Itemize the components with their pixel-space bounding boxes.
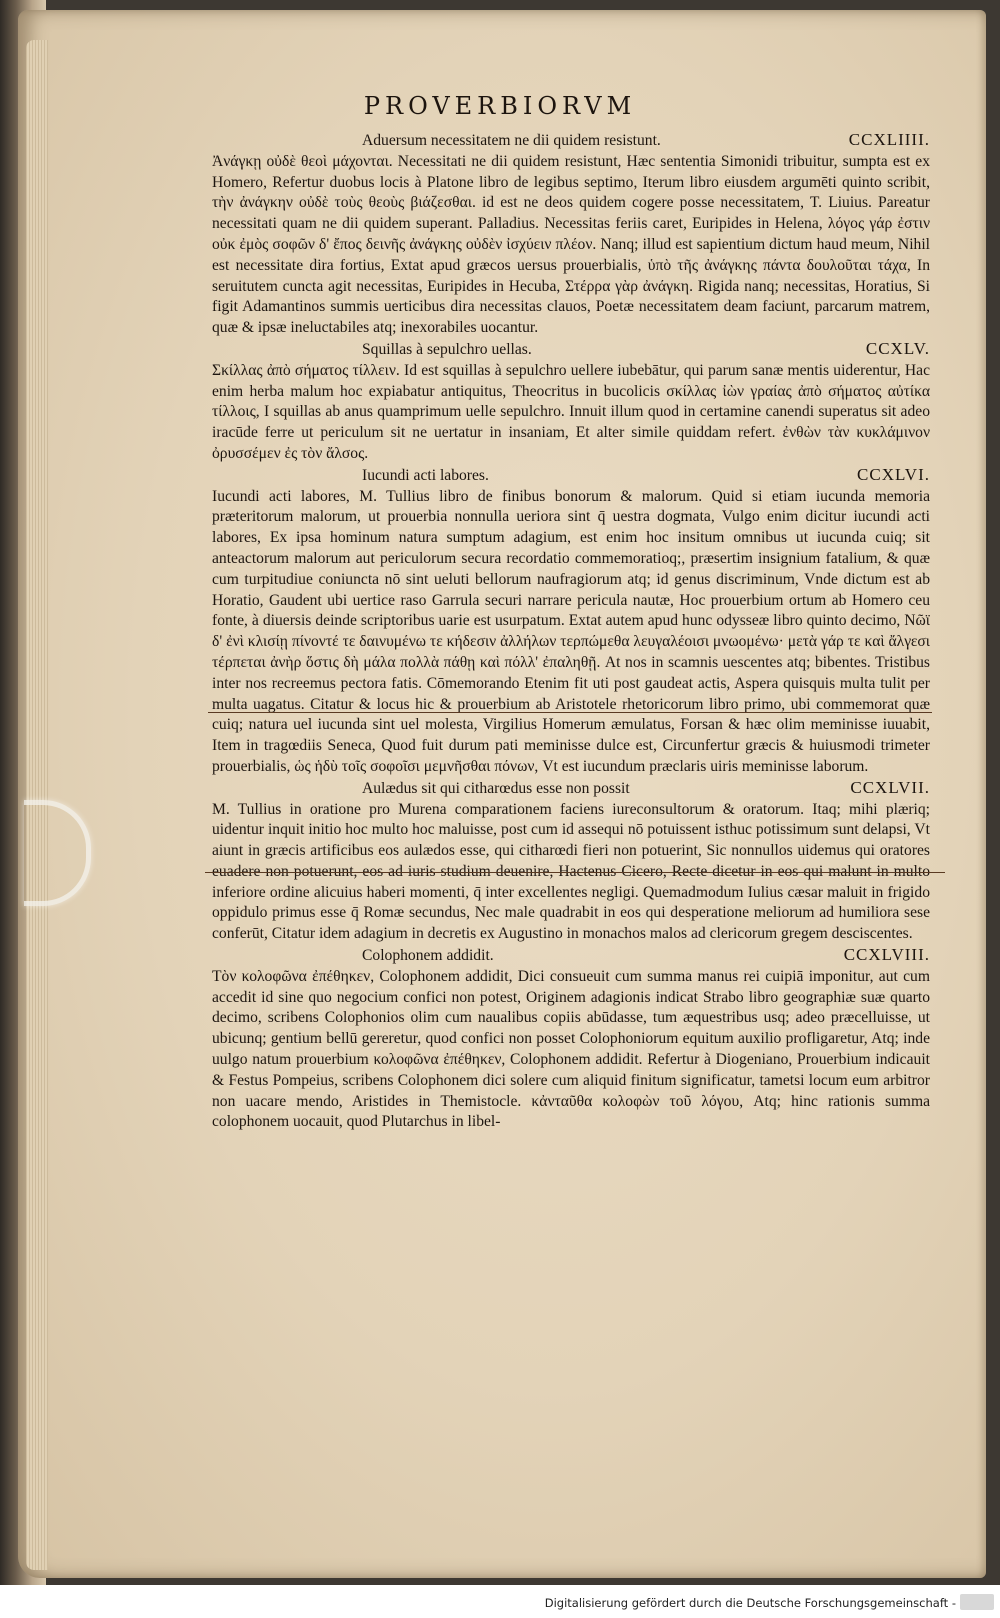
entry-title: Aulædus sit qui citharœdus esse non possit [362, 779, 630, 797]
footer-credit: Digitalisierung gefördert durch die Deutsche Forschungsgemeinschaft - [544, 1596, 956, 1610]
entry-heading [212, 339, 930, 361]
entry-title: Squillas à sepulchro uellas. [362, 340, 532, 358]
entry-title: Iucundi acti labores. [362, 466, 489, 484]
entry-title: Aduersum necessitatem ne dii quidem resistunt. [362, 132, 661, 149]
entry-heading [212, 778, 930, 800]
entry-heading [212, 945, 930, 967]
page-text-block [212, 130, 930, 1133]
footer-bar [0, 1590, 1000, 1618]
entry-heading [212, 130, 930, 152]
page-clip [24, 800, 91, 906]
entry-adage-246 [212, 465, 930, 778]
ink-underline-mark [205, 872, 945, 873]
entry-body: Ἀνάγκῃ οὐδὲ θεοὶ μάχονται. Necessitati ne dii quidem resistunt, Hæc sententia Simonidi tribuitur, sumpta est ex Homero, Refertur duobus locis à Platone libro de legibus septimo, Iterum libro eiusdem argumēti quinto scribit, τὴν ἀνάγκην οὐδὲ τοὺς θεοὺς βιάζεσθαι. id est ne deos quidem cogere posse necessitatem, T. Liuius. Pareatur necessitati quam ne dii quidem superant. Palladius. Necessitas feriis caret, Euripides in Helena, λόγος γάρ ἐστιν οὐκ ἐμὸς σοφῶν δ' ἔπος δεινῆς ἀνάγκης οὐδὲν ἰσχύειν πλέον. Nanq; illud est sapientium dictum haud meum, Nihil est necessitate dira fortius, Extat apud græcos uersus prouerbialis, ὑπὸ τῆς ἀνάγκης πάντα δουλοῦται τάχα, In seruitutem cuncta agit necessitas, Euripides in Hecuba, Στέρρα γὰρ ἀνάγκη. Rigida nanq; necessitas, Horatius, Si figit Adamantinos summis uerticibus dira necessitas clauos, Poetæ necessitatem deam faciunt, parcarum matrem, quæ & ipsæ ineluctabiles atq; inexorabiles uocantur. [212, 152, 930, 337]
entry-heading [212, 465, 930, 487]
entry-number: CCXLIIII. [848, 130, 930, 149]
entry-body: Τὸν κολοφῶνα ἐπέθηκεν, Colophonem addidit, Dici consueuit cum summa manus rei cuipiā imponitur, aut cum accedit id sine quo negocium confici non potest, Originem adagionis indicat Strabo libro geographiæ suæ quarto decimo, scribens Colophonios olim cum naualibus copiis abūdasse, tum æquestribus usq; adeo præcelluisse, ut ubicunq; gentium bellū gereretur, quod confici non posset Colophoniorum equitum auxilio profligaretur, Atq; inde uulgo natum prouerbium κολοφῶνα ἐπέθηκεν, Colophonem addidit. Refertur à Diogeniano, Prouerbium indicauit & Festus Pompeius, scribens Colophonem dici solere cum aliquid finitum significatur, tametsi locum eum arbitror non uacare mendo, Aristides in Themistocle. κἀνταῦθα κολοφὼν τοῦ λόγου, Atq; hinc rationis summa colophonem uocauit, quod Plutarchus in libel- [212, 967, 930, 1131]
ink-underline-mark [208, 712, 932, 713]
entry-number: CCXLVI. [857, 464, 930, 484]
entry-adage-244 [212, 130, 930, 339]
entry-body: Σκίλλας ἀπὸ σήματος τίλλειν. Id est squillas à sepulchro uellere iubebātur, qui parum sanæ mentis uiderentur, Hac enim herba malum hoc expiabatur antiquitus, Theocritus in bucolicis σκίλλας ἰὼν γραίας ἀπὸ σήματος αὐτίκα τίλλοις, I squillas ab anus quamprimum uelle sepulchro. Innuit illum quod in certamine canendi superatus sit adeo iracūde ferre ut periculum sit ne uertatur in insaniam, Et alter simile quiddam refert. ἐνθὼν τὰν κυκλάμινον ὀρυσσέμεν ἐς τὸν ἄλσος. [212, 361, 930, 462]
entry-adage-247 [212, 778, 930, 945]
entry-body: M. Tullius in oratione pro Murena comparationem faciens iureconsultorum & oratorum. Itaq; mihi plæriq; uidentur inquit initio hoc multo hoc maluisse, post cum id assequi nō potuissent isthuc potissimum sunt delapsi, Vt aiunt in græcis artificibus eos aulædos esse, qui citharœdi fieri non potuerint, Sic nonnullos uidemus qui oratores euadere non potuerunt, eos ad iuris studium deuenire, Hactenus Cicero, Recte dicetur in eos qui malunt in multo inferiore ordine alicuius haberi momenti, q̄ inter excellentes negligi. Quemadmodum Iulius cæsar maluit in frigido oppidulo primus esse q̄ Romæ secundus, Nec male quadrabit in eos qui desperatione meliorum ad humiliora sese conferūt, Citatur idem adagium in decretis ex Augustino in monachos malos ad clericorum gregem desciscentes. [212, 800, 930, 943]
dfg-logo [960, 1594, 994, 1610]
entry-adage-248 [212, 945, 930, 1133]
running-head: PROVERBIORVM [363, 92, 637, 120]
entry-number: CCXLVIII. [843, 945, 930, 965]
entry-number: CCXLV. [865, 338, 930, 358]
entry-adage-245 [212, 339, 930, 465]
entry-title: Colophonem addidit. [362, 947, 494, 965]
entry-body: Iucundi acti labores, M. Tullius libro de finibus bonorum & malorum. Quid si etiam iucunda memoria præteritorum malorum, ut prouerbia nonnulla ueriora sint q̄ uestra dogmata, Vulgo enim dicitur iucundi acti labores, Ex ipsa hominum natura sumptum adagium, est enim hoc insitum omnibus ut iucunda cuiq; sit anteactorum malorum aut periculorum secura recordatio commemoratioq;, præsertim insignium fatalium, & quæ cum turpitudiue coniuncta nō sint ueluti bellorum naufragiorum atq; id genus discriminum, Vnde dictum est ab Horatio, Gaudent ubi uertice raso Garrula securi narrare pericula nautæ, Hoc prouerbium ortum ab Homero ceu fonte, à diuersis deinde scriptoribus uarie est usurpatum. Extat autem apud hunc odysseæ libro quinto decimo, Νῶϊ δ' ἐνὶ κλισίῃ πίνοντέ τε δαινυμένω τε κήδεσιν ἀλλήλων τερπώμεθα λευγαλέοισι μνωομένω· μετὰ γάρ τε καὶ ἄλγεσι τέρπεται ἀνὴρ ὅστις δὴ μάλα πολλὰ πάθῃ καὶ πόλλ' ἐπαληθῇ. At nos in scamnis uescentes atq; bibentes. Tristibus inter nos recreemus pectora fatis. Cōmemorando Etenim fit uti post gaudeat actis, Aspera quisquis multa tulit per multa uagatus. Citatur & locus hic & prouerbium ab Aristotele rhetoricorum libro primo, ubi commemorat quæ cuiq; natura uel iucunda sint uel molesta, Virgilius Homerum æmulatus, Forsan & hæc olim meminisse iuuabit, Item in tragœdiis Seneca, Quod fuit durum pati meminisse dulce est, Circunfertur græcis & huiusmodi trimeter prouerbialis, ὡς ἡδὺ τοῖς σοφοῖσι μεμνῆσθαι πόνων, Vt est iucundum præclaris uiris meminisse laborum. [212, 487, 930, 775]
entry-number: CCXLVII. [850, 777, 930, 797]
